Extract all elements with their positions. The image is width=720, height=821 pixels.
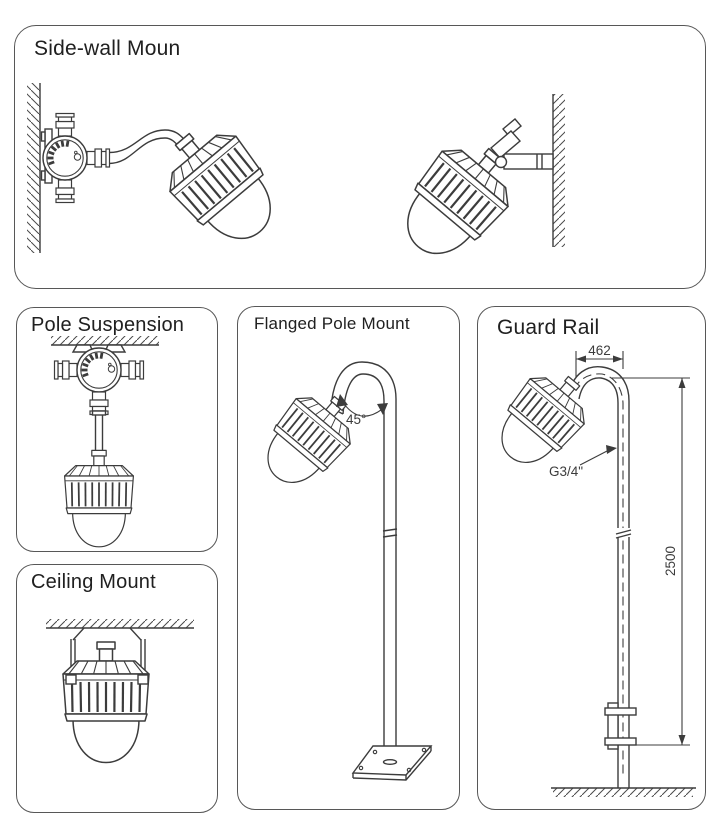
pipe-break-symbol [615, 528, 632, 538]
panel-title-ceiling-mount: Ceiling Mount [31, 571, 156, 593]
flanged-pole-mount-illustration [238, 307, 459, 809]
straight-arm-swivel [491, 119, 553, 169]
suspension-pole [93, 411, 106, 451]
panel-title-flanged-pole-mount: Flanged Pole Mount [254, 314, 410, 333]
ceiling-mount-illustration [17, 565, 217, 812]
left-wall-hatch [27, 83, 40, 253]
lamp-fixture [484, 359, 602, 480]
panel-title-pole-suspension: Pole Suspension [31, 314, 185, 336]
panel-guard-rail [477, 306, 706, 810]
ground-hatch [551, 788, 696, 797]
rail-clamps [605, 703, 636, 749]
panel-flanged-pole-mount [237, 306, 460, 810]
junction-box-assembly [55, 345, 144, 415]
flange-base-plate [353, 746, 431, 780]
lamp-fixture [250, 379, 368, 500]
width-dim-label: 462 [588, 343, 611, 358]
lamp-fixture [63, 642, 149, 763]
panel-title-guard-rail: Guard Rail [497, 316, 600, 339]
curved-arm [109, 130, 187, 164]
side-wall-mount-illustration [15, 26, 705, 288]
lamp-fixture-left [149, 112, 292, 260]
panel-pole-suspension [16, 307, 218, 552]
ceiling-hatch [51, 336, 159, 345]
guard-rail-illustration [478, 307, 705, 809]
pole-suspension-illustration [17, 308, 217, 551]
angle-label: 45° [346, 412, 367, 427]
panel-side-wall-mount [14, 25, 706, 289]
junction-box-assembly [42, 114, 110, 203]
right-wall-hatch [553, 94, 565, 247]
panel-title-side-wall: Side-wall Moun [34, 37, 181, 60]
ceiling-hatch [46, 619, 194, 628]
height-dim-label: 2500 [663, 545, 678, 577]
thread-spec-label: G3/4" [548, 464, 584, 479]
panel-ceiling-mount [16, 564, 218, 813]
lamp-fixture [65, 450, 134, 546]
